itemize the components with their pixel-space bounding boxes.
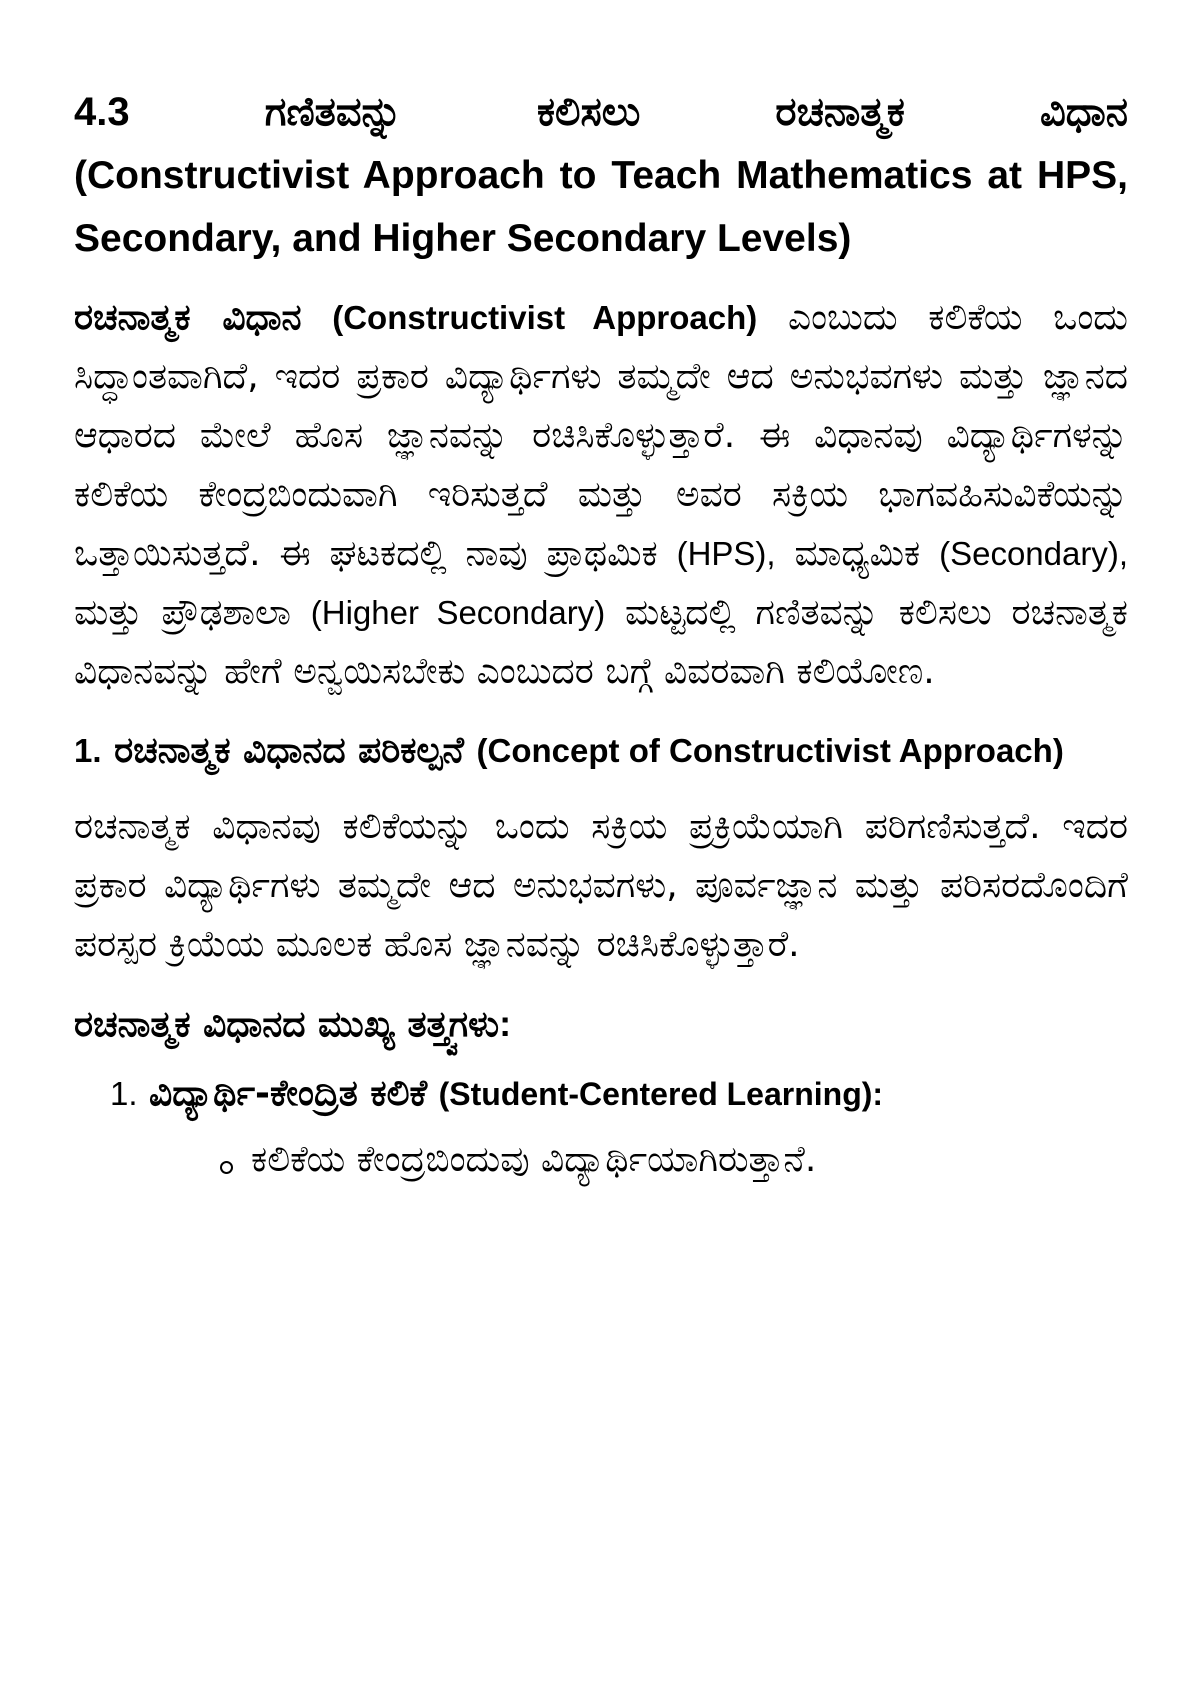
hollow-circle-bullet-icon (220, 1161, 233, 1174)
intro-term-english: (Constructivist Approach) (332, 299, 758, 336)
principles-list (74, 1063, 1128, 1191)
principle-bullet (220, 1129, 1128, 1191)
intro-text-4: ಮಟ್ಟದಲ್ಲಿ ಗಣಿತವನ್ನು ಕಲಿಸಲು ರಚನಾತ್ಮಕ ವಿಧಾನವನ್ನು ಹೇಗೆ ಅನ್ವಯಿಸಬೇಕು ಎಂಬುದರ ಬಗ್ಗೆ ವಿವರವಾಗಿ ಕಲಿಯೋಣ. (74, 592, 1129, 692)
document-page (74, 80, 1128, 1191)
intro-hps: (HPS), (676, 535, 776, 572)
principles-heading-colon: : (499, 1003, 512, 1044)
intro-text-1: ಎಂಬುದು ಕಲಿಕೆಯ ಒಂದು ಸಿದ್ಧಾಂತವಾಗಿದೆ, ಇದರ ಪ್ರಕಾರ ವಿದ್ಯಾರ್ಥಿಗಳು ತಮ್ಮದೇ ಆದ ಅನುಭವಗಳು ಮತ್ತು ಜ್ಞಾನದ ಆಧಾರದ ಮೇಲೆ ಹೊಸ ಜ್ಞಾನವನ್ನು ರಚಿಸಿಕೊಳ್ಳುತ್ತಾರೆ. ಈ ವಿಧಾನವು ವಿದ್ಯಾರ್ಥಿಗಳನ್ನು ಕಲಿಕೆಯ ಕೇಂದ್ರಬಿಂದುವಾಗಿ ಇರಿಸುತ್ತದೆ ಮತ್ತು ಅವರ ಸಕ್ರಿಯ ಭಾಗವಹಿಸುವಿಕೆಯನ್ನು ಒತ್ತಾಯಿಸುತ್ತದೆ. ಈ ಘಟಕದಲ್ಲಿ ನಾವು ಪ್ರಾಥಮಿಕ (74, 297, 1129, 574)
intro-secondary: (Secondary), (939, 535, 1129, 572)
principle-title-kannada: ವಿದ್ಯಾರ್ಥಿ-ಕೇಂದ್ರಿತ ಕಲಿಕೆ (148, 1073, 428, 1114)
intro-term-kannada: ರಚನಾತ್ಮಕ ವಿಧಾನ (74, 297, 302, 338)
principles-heading (74, 996, 1128, 1053)
title-kannada: ಗಣಿತವನ್ನು ಕಲಿಸಲು ರಚನಾತ್ಮಕ ವಿಧಾನ (264, 89, 1128, 135)
principles-heading-text: ರಚನಾತ್ಮಕ ವಿಧಾನದ ಮುಖ್ಯ ತತ್ತ್ವಗಳು (74, 1004, 500, 1045)
section-1-body: ರಚನಾತ್ಮಕ ವಿಧಾನವು ಕಲಿಕೆಯನ್ನು ಒಂದು ಸಕ್ರಿಯ ಪ್ರಕ್ರಿಯೆಯಾಗಿ ಪರಿಗಣಿಸುತ್ತದೆ. ಇದರ ಪ್ರಕಾರ ವಿದ್ಯಾರ್ಥಿಗಳು ತಮ್ಮದೇ ಆದ ಅನುಭವಗಳು, ಪೂರ್ವಜ್ಞಾನ ಮತ್ತು ಪರಿಸರದೊಂದಿಗೆ ಪರಸ್ಪರ ಕ್ರಿಯೆಯ ಮೂಲಕ ಹೊಸ ಜ್ಞಾನವನ್ನು ರಚಿಸಿಕೊಳ್ಳುತ್ತಾರೆ. (74, 806, 1128, 965)
principle-item (110, 1063, 1128, 1191)
intro-paragraph (74, 288, 1128, 701)
principle-number: 1. (110, 1075, 138, 1112)
title-number: 4.3 (74, 90, 130, 134)
intro-text-2: ಮಾಧ್ಯಮಿಕ (794, 533, 921, 574)
page-title (74, 80, 1128, 144)
principle-title-english: (Student-Centered Learning): (438, 1076, 884, 1112)
intro-higher-secondary: (Higher Secondary) (310, 594, 606, 631)
section-1-number: 1. (74, 732, 102, 769)
section-1-heading-kannada: ರಚನಾತ್ಮಕ ವಿಧಾನದ ಪರಿಕಲ್ಪನೆ (114, 730, 464, 771)
section-1-heading-english: (Concept of Constructivist Approach) (476, 732, 1064, 769)
title-english: (Constructivist Approach to Teach Mathematics at HPS, Secondary, and Higher Secondary Levels) (74, 154, 1128, 260)
principle-bullet-text: ಕಲಿಕೆಯ ಕೇಂದ್ರಬಿಂದುವು ವಿದ್ಯಾರ್ಥಿಯಾಗಿರುತ್ತಾನೆ. (251, 1139, 817, 1180)
principle-bullets (110, 1129, 1128, 1191)
intro-text-3: ಮತ್ತು ಪ್ರೌಢಶಾಲಾ (74, 592, 292, 633)
section-1-heading (74, 723, 1128, 779)
